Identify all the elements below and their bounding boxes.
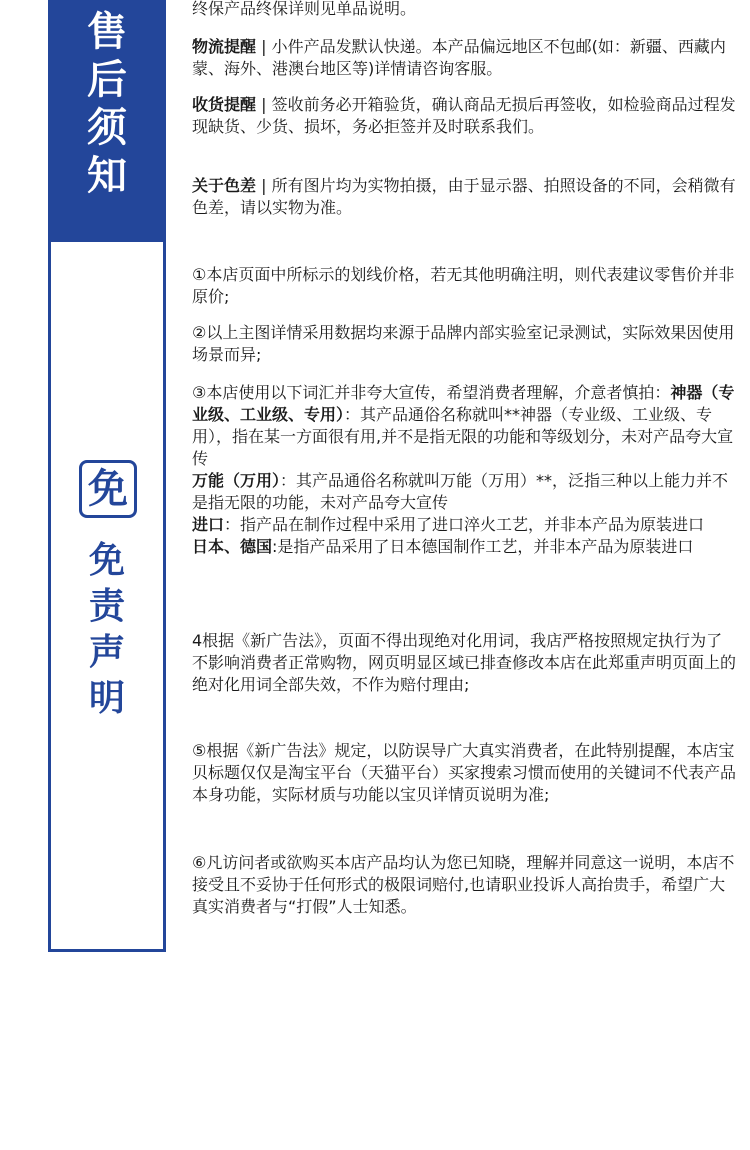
term-wanneng: 万能（万用） [192, 471, 281, 490]
disclaimer-icon: 免 [79, 460, 137, 518]
disclaimer-item-1 [192, 264, 737, 308]
term-shenqi: 神器（专业级、工业级、专用） [192, 383, 735, 424]
disclaimer-text: ⑥凡访问者或欲购买本店产品均认为您已知晓，理解并同意这一说明，本店不接受且不妥协于任何形式的极限词赔付,也请职业投诉人高抬贵手，希望广大真实消费者与“打假”人士知悉。 [192, 853, 735, 916]
disclaimer-text: 4根据《新广告法》，页面不得出现绝对化用词，我店严格按照规定执行为了不影响消费者正常购物，网页明显区域已排查修改本店在此郑重声明页面上的绝对化用词全部失效，不作为赔付理由; [192, 631, 737, 694]
title-char: 须 [87, 105, 127, 151]
receipt-note [192, 94, 737, 138]
disclaimer-text: ⑤根据《新广告法》规定，以防误导广大真实消费者，在此特别提醒，本店宝贝标题仅仅是淘宝平台（天猫平台）买家搜索习惯而使用的关键词不代表产品本身功能，实际材质与功能以宝贝详情页说明为准; [192, 741, 737, 804]
def-jinkou: ：指产品在制作过程中采用了进口淬火工艺，并非本产品为原装进口 [224, 515, 705, 534]
title-char: 后 [87, 57, 127, 103]
after-sales-title [51, 8, 163, 200]
logistics-text: | 小件产品发默认快递。本产品偏远地区不包邮(如：新疆、西藏内蒙、海外、港澳台地区等)详情请咨询客服。 [192, 37, 726, 78]
color-label: 关于色差 [192, 176, 257, 195]
disclaimer-intro: ③本店使用以下词汇并非夸大宣传，希望消费者理解，介意者慎拍： [192, 383, 671, 402]
disclaimer-item-2 [192, 322, 737, 366]
title-char: 免 [88, 540, 125, 581]
term-japan-germany: 日本、德国 [192, 537, 273, 556]
title-char: 知 [87, 153, 127, 199]
color-note [192, 175, 737, 219]
color-text: | 所有图片均为实物拍摄，由于显示器、拍照设备的不同，会稍微有色差，请以实物为准。 [192, 176, 736, 217]
disclaimer-item-4 [192, 630, 737, 696]
receipt-text: | 签收前务必开箱验货，确认商品无损后再签收，如检验商品过程发现缺货、少货、损坏，务必拒签并及时联系我们。 [192, 95, 736, 136]
after-sales-content [192, 0, 737, 20]
disclaimer-item-5 [192, 740, 737, 806]
disclaimer-item-3 [192, 382, 737, 558]
title-char: 售 [87, 9, 127, 55]
term-jinkou: 进口 [192, 515, 225, 534]
disclaimer-text: ②以上主图详情采用数据均来源于品牌内部实验室记录测试，实际效果因使用场景而异; [192, 323, 735, 364]
logistics-label: 物流提醒 [192, 37, 257, 56]
def-japan-germany: :是指产品采用了日本德国制作工艺，并非本产品为原装进口 [272, 537, 694, 556]
title-char: 声 [88, 632, 125, 673]
warranty-text: 终保产品终保详则见单品说明。 [192, 0, 417, 18]
title-char: 明 [88, 678, 125, 719]
disclaimer-title [51, 538, 163, 722]
def-wanneng: ：其产品通俗名称就叫万能（万用）**，泛指三种以上能力并不是指无限的功能，未对产品夸大宣传 [192, 471, 729, 512]
receipt-label: 收货提醒 [192, 95, 257, 114]
disclaimer-side-panel [48, 242, 166, 952]
disclaimer-text: ①本店页面中所标示的划线价格，若无其他明确注明，则代表建议零售价并非原价; [192, 265, 735, 306]
after-sales-side-panel [48, 0, 166, 242]
logistics-note [192, 36, 737, 80]
def-shenqi: ：其产品通俗名称就叫**神器（专业级、工业级、专用），指在某一方面很有用,并不是指无限的功能和等级划分，未对产品夸大宣传 [192, 405, 734, 468]
title-char: 责 [88, 586, 125, 627]
disclaimer-item-6 [192, 852, 737, 918]
